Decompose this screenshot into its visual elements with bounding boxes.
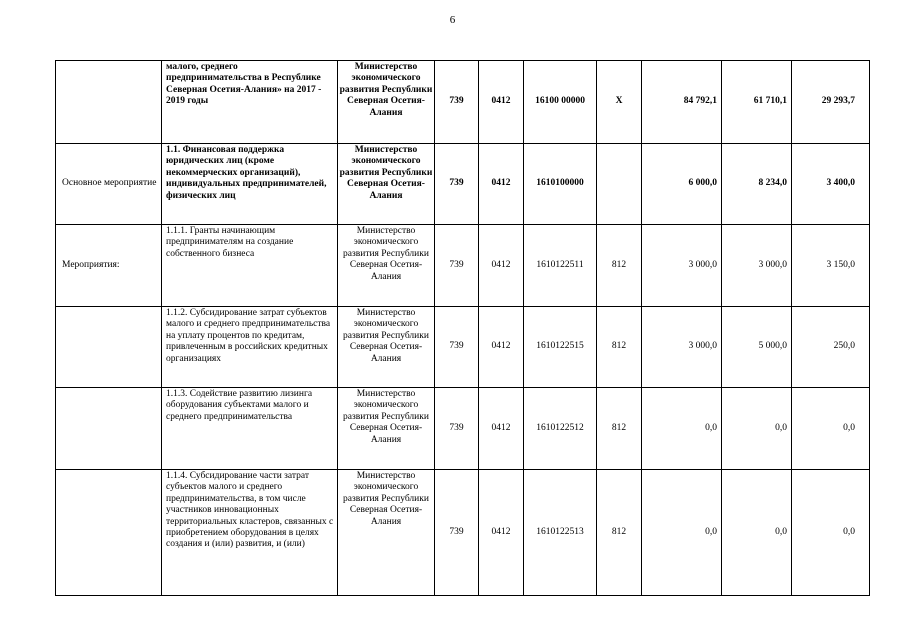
- row-ministry-cell: Министерство экономического развития Республики Северная Осетия-Алания: [338, 388, 435, 470]
- row-type-cell: [56, 388, 162, 470]
- table-row: [56, 225, 870, 307]
- row-grbs-cell: 739: [435, 470, 479, 596]
- row-rzpr-cell: 0412: [479, 470, 524, 596]
- row-2017-amount-cell: 6 000,0: [642, 144, 722, 225]
- table-row: [56, 144, 870, 225]
- row-name-cell: 1.1.3. Содействие развитию лизинга оборудования субъектами малого и среднего предпринимательства: [162, 388, 338, 470]
- row-2017-amount-cell: 3 000,0: [642, 225, 722, 307]
- row-2019-amount-cell: 0,0: [792, 470, 870, 596]
- row-grbs-cell: 739: [435, 61, 479, 144]
- row-csr-cell: 1610100000: [524, 144, 597, 225]
- table-row: [56, 61, 870, 144]
- row-name-cell: 1.1. Финансовая поддержка юридических лиц (кроме некоммерческих организаций), индивидуальных предпринимателей, физических лиц: [162, 144, 338, 225]
- row-2019-amount-cell: 29 293,7: [792, 61, 870, 144]
- row-rzpr-cell: 0412: [479, 307, 524, 388]
- table-row: [56, 388, 870, 470]
- row-csr-cell: 16100 00000: [524, 61, 597, 144]
- row-vr-cell: Х: [597, 61, 642, 144]
- row-rzpr-cell: 0412: [479, 61, 524, 144]
- row-2018-amount-cell: 5 000,0: [722, 307, 792, 388]
- row-2017-amount-cell: 3 000,0: [642, 307, 722, 388]
- row-2019-amount-cell: 3 150,0: [792, 225, 870, 307]
- row-grbs-cell: 739: [435, 307, 479, 388]
- row-vr-cell: 812: [597, 388, 642, 470]
- row-2018-amount-cell: 61 710,1: [722, 61, 792, 144]
- row-ministry-cell: Министерство экономического развития Республики Северная Осетия-Алания: [338, 61, 435, 144]
- row-grbs-cell: 739: [435, 388, 479, 470]
- row-ministry-cell: Министерство экономического развития Республики Северная Осетия-Алания: [338, 470, 435, 596]
- row-vr-cell: 812: [597, 470, 642, 596]
- row-ministry-cell: Министерство экономического развития Республики Северная Осетия-Алания: [338, 144, 435, 225]
- row-2017-amount-cell: 0,0: [642, 388, 722, 470]
- row-name-cell: 1.1.1. Гранты начинающим предпринимателям на создание собственного бизнеса: [162, 225, 338, 307]
- row-name-cell: 1.1.4. Субсидирование части затрат субъектов малого и среднего предпринимательства, в том числе участников инновационных территориальных кластеров, связанных с приобретением оборудования в целях создания и (или) развития, и (или): [162, 470, 338, 596]
- row-vr-cell: [597, 144, 642, 225]
- row-grbs-cell: 739: [435, 144, 479, 225]
- row-2017-amount-cell: 0,0: [642, 470, 722, 596]
- row-type-cell: Мероприятия:: [56, 225, 162, 307]
- row-type-cell: Основное мероприятие: [56, 144, 162, 225]
- row-type-cell: [56, 307, 162, 388]
- row-name-cell: малого, среднего предпринимательства в Республике Северная Осетия-Алания» на 2017 - 2019 годы: [162, 61, 338, 144]
- row-rzpr-cell: 0412: [479, 388, 524, 470]
- row-ministry-cell: Министерство экономического развития Республики Северная Осетия-Алания: [338, 225, 435, 307]
- row-2019-amount-cell: 3 400,0: [792, 144, 870, 225]
- row-type-cell: [56, 61, 162, 144]
- row-2017-amount-cell: 84 792,1: [642, 61, 722, 144]
- row-rzpr-cell: 0412: [479, 225, 524, 307]
- row-name-cell: 1.1.2. Субсидирование затрат субъектов малого и среднего предпринимательства на уплату процентов по кредитам, привлеченным в российских кредитных организациях: [162, 307, 338, 388]
- row-2019-amount-cell: 250,0: [792, 307, 870, 388]
- row-2018-amount-cell: 0,0: [722, 388, 792, 470]
- row-rzpr-cell: 0412: [479, 144, 524, 225]
- row-grbs-cell: 739: [435, 225, 479, 307]
- row-csr-cell: 1610122515: [524, 307, 597, 388]
- row-csr-cell: 1610122512: [524, 388, 597, 470]
- row-ministry-cell: Министерство экономического развития Республики Северная Осетия-Алания: [338, 307, 435, 388]
- table-row: [56, 470, 870, 596]
- budget-table: [55, 60, 870, 596]
- row-vr-cell: 812: [597, 225, 642, 307]
- row-vr-cell: 812: [597, 307, 642, 388]
- row-2018-amount-cell: 3 000,0: [722, 225, 792, 307]
- row-2019-amount-cell: 0,0: [792, 388, 870, 470]
- table-row: [56, 307, 870, 388]
- row-2018-amount-cell: 8 234,0: [722, 144, 792, 225]
- row-csr-cell: 1610122513: [524, 470, 597, 596]
- row-2018-amount-cell: 0,0: [722, 470, 792, 596]
- row-type-cell: [56, 470, 162, 596]
- row-csr-cell: 1610122511: [524, 225, 597, 307]
- page-number: 6: [449, 14, 456, 26]
